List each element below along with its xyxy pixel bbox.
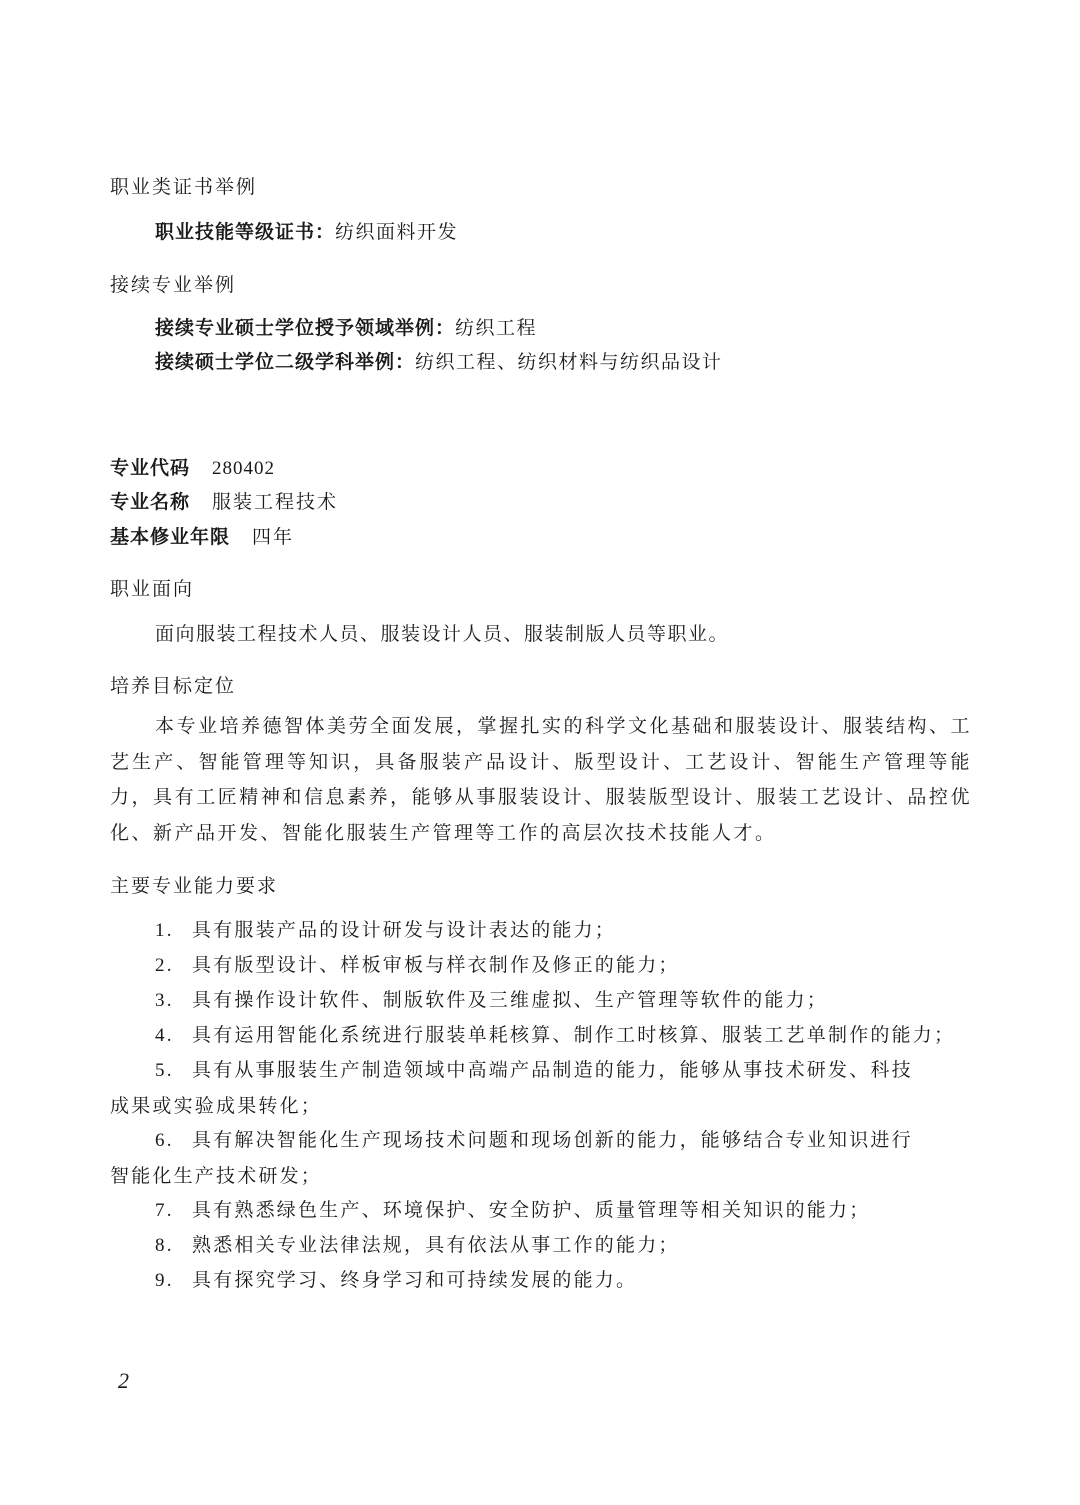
major-code-label: 专业代码 [110, 457, 191, 479]
major-code-line [110, 455, 275, 482]
cert-section-heading: 职业类证书举例 [110, 176, 258, 198]
training-goal-heading: 培养目标定位 [110, 675, 237, 697]
discipline-label: 接续硕士学位二级学科举例： [155, 351, 416, 373]
ability-item-2: 2. 具有版型设计、样板审板与样衣制作及修正的能力； [155, 954, 680, 976]
cert-label: 职业技能等级证书： [155, 221, 336, 243]
ability-item-8: 8. 熟悉相关专业法律法规，具有依法从事工作的能力； [155, 1234, 680, 1256]
study-years-value: 四年 [252, 526, 295, 548]
career-text: 面向服装工程技术人员、服装设计人员、服装制版人员等职业。 [155, 623, 730, 645]
ability-item-3: 3. 具有操作设计软件、制版软件及三维虚拟、生产管理等软件的能力； [155, 989, 829, 1011]
ability-item-4: 4. 具有运用智能化系统进行服装单耗核算、制作工时核算、服装工艺单制作的能力； [155, 1024, 956, 1046]
study-years-label: 基本修业年限 [110, 526, 231, 548]
major-name-line [110, 489, 338, 515]
career-heading: 职业面向 [110, 578, 195, 600]
continuation-section-heading: 接续专业举例 [110, 274, 237, 296]
ability-item-1: 1. 具有服装产品的设计研发与设计表达的能力； [155, 919, 617, 941]
major-name-label: 专业名称 [110, 491, 191, 513]
master-field-line [155, 315, 537, 341]
major-name-value: 服装工程技术 [212, 491, 339, 513]
discipline-value: 纺织工程、纺织材料与纺织品设计 [415, 351, 723, 373]
study-years-line [110, 524, 294, 550]
ability-item-5: 5. 具有从事服装生产制造领域中高端产品制造的能力，能够从事技术研发、科技 成果或实验成果转化； [110, 1059, 913, 1117]
ability-item-9: 9. 具有探究学习、终身学习和可持续发展的能力。 [155, 1269, 638, 1291]
ability-item-7: 7. 具有熟悉绿色生产、环境保护、安全防护、质量管理等相关知识的能力； [155, 1199, 871, 1221]
abilities-heading: 主要专业能力要求 [110, 875, 279, 897]
major-code-value: 280402 [212, 458, 276, 479]
cert-value: 纺织面料开发 [335, 221, 459, 243]
training-goal-paragraph: 本专业培养德智体美劳全面发展，掌握扎实的科学文化基础和服装设计、服装结构、工艺生产、智能管理等知识，具备服装产品设计、版型设计、工艺设计、智能生产管理等能力，具有工匠精神和信息素养，能够从事服装设计、服装版型设计、服装工艺设计、品控优化、新产品开发、智能化服装生产管理等工作的高层次技术技能人才。 [110, 715, 973, 844]
master-field-value: 纺织工程 [455, 317, 538, 339]
page-number: 2 [118, 1368, 129, 1393]
ability-item-6: 6. 具有解决智能化生产现场技术问题和现场创新的能力，能够结合专业知识进行 智能化生产技术研发； [110, 1129, 913, 1187]
discipline-line [155, 349, 723, 375]
master-field-label: 接续专业硕士学位授予领域举例： [155, 317, 456, 339]
cert-line [155, 219, 458, 245]
